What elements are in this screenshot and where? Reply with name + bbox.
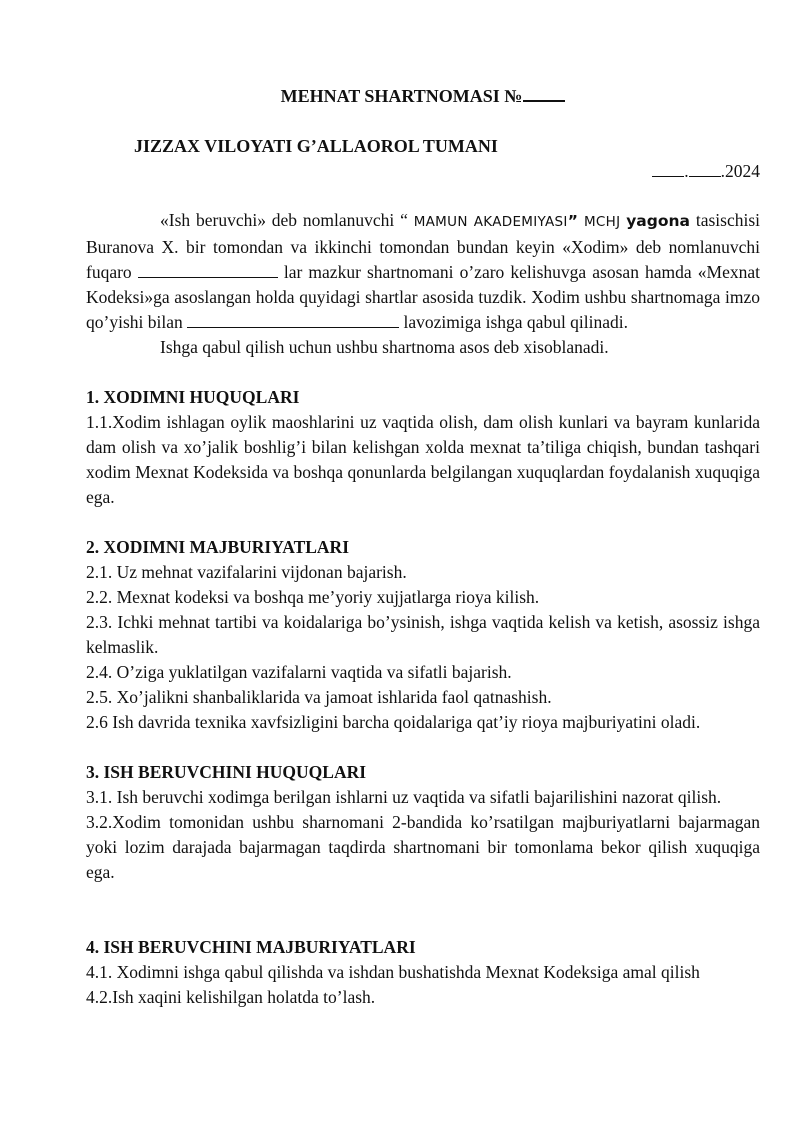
section-3-heading: 3. ISH BERUVCHINI HUQUQLARI xyxy=(86,762,367,782)
contract-number-blank xyxy=(523,84,565,102)
section-2-item: 2.6 Ish davrida texnika xavfsizligini barcha qoidalariga qat’iy rioya majburiyatini oladi. xyxy=(86,712,701,732)
section-4-item: 4.1. Xodimni ishga qabul qilishda va ishdan bushatishda Mexnat Kodeksiga amal qilish xyxy=(86,962,700,982)
intro-paragraph-2: Ishga qabul qilish uchun ushbu shartnoma asos deb xisoblanadi. xyxy=(160,337,609,357)
section-2-item: 2.1. Uz mehnat vazifalarini vijdonan bajarish. xyxy=(86,562,407,582)
section-3-item: 3.1. Ish beruvchi xodimga berilgan ishlarni uz vaqtida va sifatli bajarilishini nazorat qilish. xyxy=(86,787,722,807)
document-subtitle: JIZZAX VILOYATI G’ALLAOROL TUMANI xyxy=(134,136,498,156)
company-form: MCHJ xyxy=(577,214,621,230)
date-separator: . xyxy=(684,161,689,181)
intro-text-c: lar mazkur shartnomani o’zaro kelishuvga asosan hamda «Mexnat Kodeksi»ga asoslangan holda quyidagi shartlar asosida tuzdik. Xodim ushbu shartnomaga imzo qo’yishi bilan xyxy=(86,262,760,332)
section-1-item: 1.1.Xodim ishlagan oylik maoshlarini uz vaqtida olish, dam olish kunlari va bayram kunlarida dam olish va xo’jalik boshlig’i bilan kelishgan xolda mexnat ta’tiliga chiqish, bundan tashqari xodim Mexnat Kodeksida va boshqa qonunlarda belgilangan xuquqlardan foydalanish xuquqiga ega. xyxy=(86,412,760,507)
intro-yagona: yagona xyxy=(626,212,691,230)
section-2-item: 2.5. Xo’jalikni shanbaliklarida va jamoat ishlarida faol qatnashish. xyxy=(86,687,552,707)
position-blank xyxy=(187,311,399,328)
section-4-heading: 4. ISH BERUVCHINI MAJBURIYATLARI xyxy=(86,937,416,957)
intro-text-b: tasischisi Buranova X. bir tomondan va ikkinchi tomondan bundan keyin «Xodim» deb nomlanuvchi fuqaro xyxy=(86,210,761,282)
closing-quote: ” xyxy=(567,212,578,230)
title-text: MEHNAT SHARTNOMASI № xyxy=(280,86,523,106)
section-3-item: 3.2.Xodim tomonidan ushbu sharnomani 2-bandida ko’rsatilgan majburiyatlarni bajarmagan yoki lozim darajada bajarmagan taqdirda shartnomani bir tomonlama bekor qilish xuquqiga ega. xyxy=(86,812,760,882)
section-1-heading: 1. XODIMNI HUQUQLARI xyxy=(86,387,300,407)
company-name: MAMUN AKADEMIYASI xyxy=(413,214,568,230)
section-2-item: 2.2. Mexnat kodeksi va boshqa me’yoriy xujjatlarga rioya kilish. xyxy=(86,587,540,607)
section-2-item: 2.4. O’ziga yuklatilgan vazifalarni vaqtida va sifatli bajarish. xyxy=(86,662,512,682)
section-2-item: 2.3. Ichki mehnat tartibi va koidalariga bo’ysinish, ishga vaqtida kelish va ketish, asossiz ishga kelmaslik. xyxy=(86,612,760,657)
document-title xyxy=(86,84,760,109)
date-year: .2024 xyxy=(720,161,760,181)
intro-text-a: «Ish beruvchi» deb nomlanuvchi “ xyxy=(160,210,414,230)
date-month-blank xyxy=(689,162,721,177)
contract-date xyxy=(86,159,760,184)
section-2-heading: 2. XODIMNI MAJBURIYATLARI xyxy=(86,537,350,557)
employee-name-blank xyxy=(138,261,278,278)
intro-paragraph xyxy=(86,208,760,335)
intro-text-d: lavozimiga ishga qabul qilinadi. xyxy=(399,312,629,332)
section-4-item: 4.2.Ish xaqini kelishilgan holatda to’lash. xyxy=(86,987,376,1007)
date-day-blank xyxy=(652,162,684,177)
